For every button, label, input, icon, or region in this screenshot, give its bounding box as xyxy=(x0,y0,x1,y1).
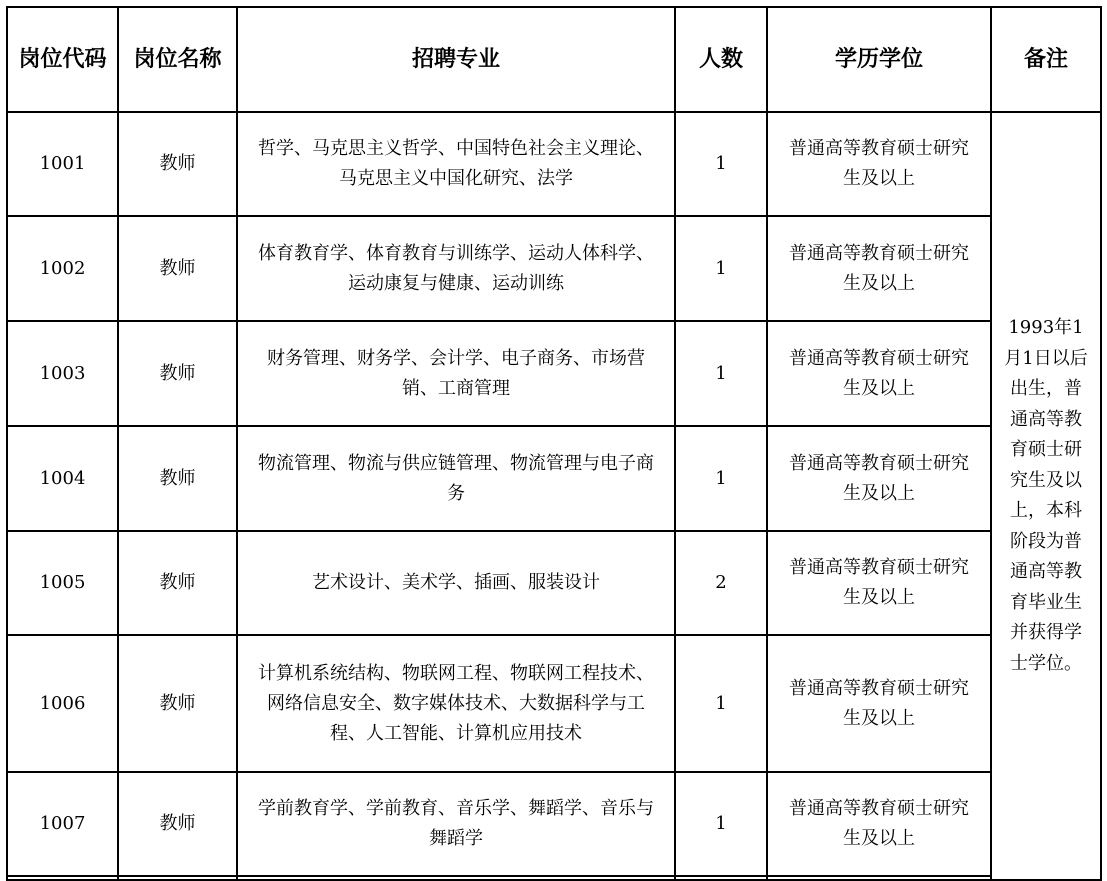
remark-cell: 1993年1月1日以后出生，普通高等教育硕士研究生及以上，本科阶段为普通高等教育毕业生并获得学士学位。 xyxy=(991,112,1101,880)
position-code-cell: 1004 xyxy=(7,426,118,531)
education-cell: 普通高等教育硕士研究生及以上 xyxy=(767,531,991,635)
table-row xyxy=(7,426,1101,531)
header-major: 招聘专业 xyxy=(237,7,675,112)
position-code-cell: 1007 xyxy=(7,772,118,876)
education-cell: 普通高等教育硕士研究生及以上 xyxy=(767,426,991,531)
table-row xyxy=(7,216,1101,321)
count-cell: 1 xyxy=(675,635,767,772)
major-cell: 艺术设计、美术学、插画、服装设计 xyxy=(237,531,675,635)
table-row xyxy=(7,321,1101,426)
table-row xyxy=(7,772,1101,876)
count-cell: 1 xyxy=(675,321,767,426)
recruitment-table xyxy=(6,6,1102,881)
major-cell: 物流管理、物流与供应链管理、物流管理与电子商务 xyxy=(237,426,675,531)
position-code-cell: 1002 xyxy=(7,216,118,321)
header-position-code: 岗位代码 xyxy=(7,7,118,112)
empty-cell xyxy=(767,876,991,880)
table-row xyxy=(7,112,1101,216)
position-code-cell: 1001 xyxy=(7,112,118,216)
header-count: 人数 xyxy=(675,7,767,112)
major-cell: 财务管理、财务学、会计学、电子商务、市场营销、工商管理 xyxy=(237,321,675,426)
empty-cell xyxy=(118,876,237,880)
empty-cell xyxy=(7,876,118,880)
major-cell: 学前教育学、学前教育、音乐学、舞蹈学、音乐与舞蹈学 xyxy=(237,772,675,876)
major-cell: 哲学、马克思主义哲学、中国特色社会主义理论、马克思主义中国化研究、法学 xyxy=(237,112,675,216)
position-name-cell: 教师 xyxy=(118,216,237,321)
education-cell: 普通高等教育硕士研究生及以上 xyxy=(767,772,991,876)
position-name-cell: 教师 xyxy=(118,531,237,635)
position-name-cell: 教师 xyxy=(118,112,237,216)
table-header-row xyxy=(7,7,1101,112)
count-cell: 2 xyxy=(675,531,767,635)
count-cell: 1 xyxy=(675,216,767,321)
position-name-cell: 教师 xyxy=(118,426,237,531)
table-row-cutoff xyxy=(7,876,1101,880)
education-cell: 普通高等教育硕士研究生及以上 xyxy=(767,321,991,426)
major-cell: 计算机系统结构、物联网工程、物联网工程技术、网络信息安全、数字媒体技术、大数据科学与工程、人工智能、计算机应用技术 xyxy=(237,635,675,772)
position-name-cell: 教师 xyxy=(118,772,237,876)
education-cell: 普通高等教育硕士研究生及以上 xyxy=(767,112,991,216)
count-cell: 1 xyxy=(675,112,767,216)
position-name-cell: 教师 xyxy=(118,321,237,426)
position-name-cell: 教师 xyxy=(118,635,237,772)
table-row xyxy=(7,531,1101,635)
major-cell: 体育教育学、体育教育与训练学、运动人体科学、运动康复与健康、运动训练 xyxy=(237,216,675,321)
table-row xyxy=(7,635,1101,772)
education-cell: 普通高等教育硕士研究生及以上 xyxy=(767,635,991,772)
position-code-cell: 1006 xyxy=(7,635,118,772)
header-remark: 备注 xyxy=(991,7,1101,112)
education-cell: 普通高等教育硕士研究生及以上 xyxy=(767,216,991,321)
header-education: 学历学位 xyxy=(767,7,991,112)
header-position-name: 岗位名称 xyxy=(118,7,237,112)
empty-cell xyxy=(237,876,675,880)
count-cell: 1 xyxy=(675,772,767,876)
position-code-cell: 1005 xyxy=(7,531,118,635)
count-cell: 1 xyxy=(675,426,767,531)
empty-cell xyxy=(675,876,767,880)
position-code-cell: 1003 xyxy=(7,321,118,426)
